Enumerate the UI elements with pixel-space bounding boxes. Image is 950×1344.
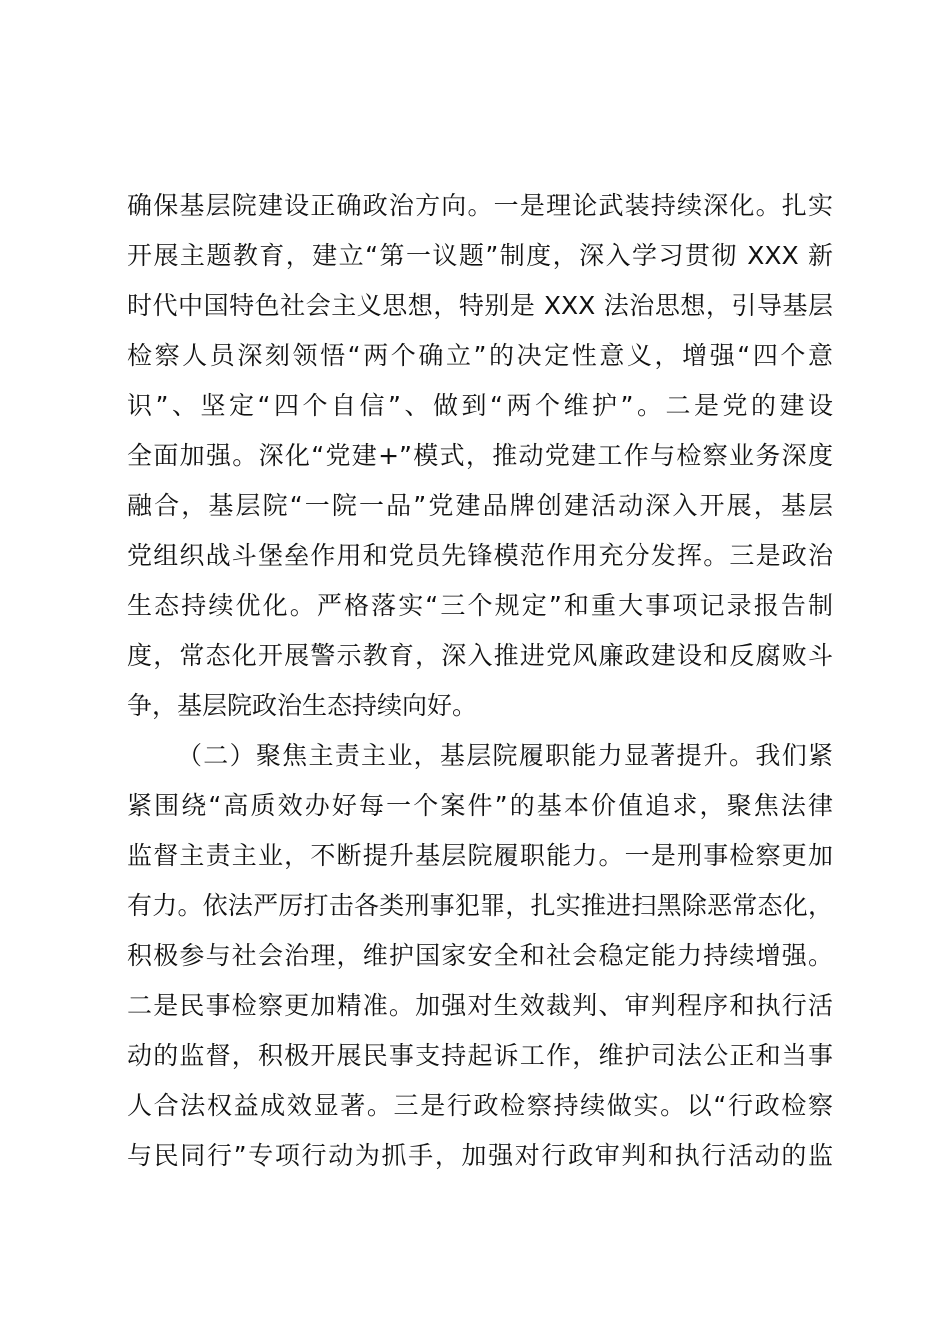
text-line: 积极参与社会治理，维护国家安全和社会稳定能力持续增强。 xyxy=(127,941,833,970)
text-line: 与民同行”专项行动为抓手，加强对行政审判和执行活动的监 xyxy=(127,1141,833,1170)
text-line: 紧围绕“高质效办好每一个案件”的基本价值追求，聚焦法律 xyxy=(127,791,833,820)
text-line: 度，常态化开展警示教育，深入推进党风廉政建设和反腐败斗 xyxy=(127,641,833,670)
text-line: 动的监督，积极开展民事支持起诉工作，维护司法公正和当事 xyxy=(127,1041,833,1070)
text-line: 全面加强。深化“党建+”模式，推动党建工作与检察业务深度 xyxy=(127,441,833,470)
text-line: 识”、坚定“四个自信”、做到“两个维护”。二是党的建设 xyxy=(127,391,833,420)
text-line: 开展主题教育，建立“第一议题”制度，深入学习贯彻 XXX 新 xyxy=(127,241,833,270)
text-line: 人合法权益成效显著。三是行政检察持续做实。以“行政检察 xyxy=(127,1091,833,1120)
text-line: （二）聚焦主责主业，基层院履职能力显著提升。我们紧 xyxy=(177,741,833,770)
text-line: 党组织战斗堡垒作用和党员先锋模范作用充分发挥。三是政治 xyxy=(127,541,833,570)
paragraph-2 xyxy=(127,731,833,1181)
text-line: 检察人员深刻领悟“两个确立”的决定性意义，增强“四个意 xyxy=(127,341,833,370)
text-line: 有力。依法严厉打击各类刑事犯罪，扎实推进扫黑除恶常态化， xyxy=(127,891,833,920)
text-line: 确保基层院建设正确政治方向。一是理论武装持续深化。扎实 xyxy=(127,191,833,220)
paragraph-1 xyxy=(127,181,833,731)
text-line: 生态持续优化。严格落实“三个规定”和重大事项记录报告制 xyxy=(127,591,833,620)
text-line: 争，基层院政治生态持续向好。 xyxy=(127,691,478,720)
document-body xyxy=(127,181,833,1181)
text-line: 时代中国特色社会主义思想，特别是 XXX 法治思想，引导基层 xyxy=(127,291,833,320)
text-line: 二是民事检察更加精准。加强对生效裁判、审判程序和执行活 xyxy=(127,991,833,1020)
text-line: 监督主责主业，不断提升基层院履职能力。一是刑事检察更加 xyxy=(127,841,833,870)
text-line: 融合，基层院“一院一品”党建品牌创建活动深入开展，基层 xyxy=(127,491,833,520)
